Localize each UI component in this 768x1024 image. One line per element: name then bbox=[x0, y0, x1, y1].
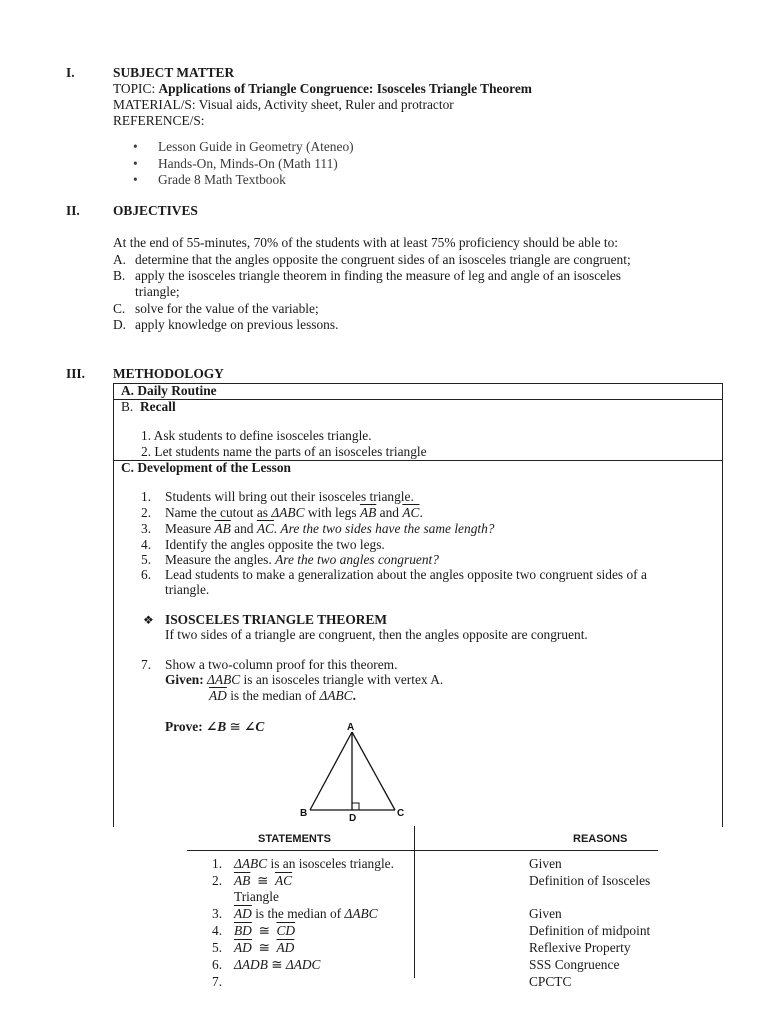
question: Are the two angles congruent? bbox=[275, 552, 439, 567]
proof-num: 2. bbox=[212, 873, 223, 888]
segment-ad: $\overline{AD}$ bbox=[234, 906, 252, 921]
text: is an isosceles triangle. bbox=[267, 856, 394, 871]
proof-statement bbox=[234, 923, 295, 939]
topic-value: Applications of Triangle Congruence: Isosceles Triangle Theorem bbox=[158, 81, 532, 96]
congruent-symbol: ≅ bbox=[271, 957, 283, 972]
segment-cd: $\overline{CD}$ bbox=[276, 923, 296, 938]
list-number: 7. bbox=[141, 657, 152, 672]
proof-statement bbox=[234, 906, 378, 922]
prove-line bbox=[165, 719, 264, 735]
vertex-c-label: C bbox=[397, 808, 405, 819]
theorem-text: If two sides of a triangle are congruent, then the angles opposite are congruent. bbox=[165, 627, 588, 642]
objectives-intro: At the end of 55-minutes, 70% of the students with at least 75% proficiency should be able to: bbox=[113, 235, 619, 250]
development-title: C. Development of the Lesson bbox=[121, 460, 291, 475]
angle-b: ∠B bbox=[206, 719, 227, 734]
vertex-a-label: A bbox=[347, 722, 355, 733]
text: Measure the angles. bbox=[165, 552, 276, 567]
text: and bbox=[230, 521, 257, 536]
triangle-abc: ΔABC bbox=[319, 688, 353, 703]
proof-reason: CPCTC bbox=[529, 974, 572, 989]
triangle-abc: ΔABC bbox=[271, 505, 305, 520]
recall-item: 2. Let students name the parts of an isosceles triangle bbox=[141, 444, 427, 459]
text: Measure bbox=[165, 521, 215, 536]
section-3-heading: METHODOLOGY bbox=[113, 366, 224, 381]
proof-reason: Given bbox=[529, 906, 562, 921]
triangle-adc: ΔADC bbox=[285, 957, 321, 972]
proof-reason: Definition of Isosceles bbox=[529, 873, 651, 888]
congruent-symbol: ≅ bbox=[258, 923, 270, 938]
section-2-heading: OBJECTIVES bbox=[113, 203, 198, 218]
objective-letter: B. bbox=[113, 268, 126, 283]
proof-num: 7. bbox=[212, 974, 223, 989]
objective-text-cont: triangle; bbox=[135, 284, 180, 299]
reference-item: • Grade 8 Math Textbook bbox=[132, 172, 354, 189]
table-divider bbox=[113, 399, 722, 400]
recall-item: 1. Ask students to define isosceles triangle. bbox=[141, 428, 372, 443]
dev-step-6-cont: triangle. bbox=[165, 582, 210, 597]
materials-line: MATERIAL/S: Visual aids, Activity sheet, Ruler and protractor bbox=[113, 97, 454, 112]
right-angle-mark bbox=[352, 803, 359, 810]
dev-step-2 bbox=[165, 505, 423, 521]
proof-statement bbox=[234, 940, 294, 956]
segment-ad: $\overline{AD}$ bbox=[234, 940, 252, 955]
segment-ad: $\overline{AD}$ bbox=[276, 940, 295, 955]
objective-letter: D. bbox=[113, 317, 127, 332]
list-number: 4. bbox=[141, 537, 152, 552]
theorem-title: ISOSCELES TRIANGLE THEOREM bbox=[165, 612, 388, 627]
segment-ab: $\overline{AB}$ bbox=[359, 505, 377, 520]
given-label: Given: bbox=[165, 672, 208, 687]
segment-ac: $\overline{AC}$ bbox=[256, 521, 274, 536]
period: . bbox=[352, 688, 356, 703]
references-label: REFERENCE/S: bbox=[113, 113, 205, 128]
segment-bd: $\overline{BD}$ bbox=[234, 923, 252, 938]
reference-item: • Hands-On, Minds-On (Math 111) bbox=[132, 156, 354, 173]
dev-step-7: Show a two-column proof for this theorem. bbox=[165, 657, 398, 672]
topic-label: TOPIC: bbox=[113, 81, 159, 96]
triangle-figure bbox=[290, 718, 420, 826]
segment-ab: $\overline{AB}$ bbox=[234, 873, 251, 888]
proof-num: 6. bbox=[212, 957, 223, 972]
angle-c: ∠C bbox=[244, 719, 265, 734]
proof-header-rule bbox=[187, 850, 658, 851]
list-number: 6. bbox=[141, 567, 152, 582]
reasons-header: REASONS bbox=[573, 833, 628, 845]
objective-text: solve for the value of the variable; bbox=[135, 301, 319, 316]
list-number: 5. bbox=[141, 552, 152, 567]
text: with legs bbox=[304, 505, 360, 520]
proof-num: 3. bbox=[212, 906, 223, 921]
triangle-adb: ΔADB bbox=[234, 957, 268, 972]
segment-ac: $\overline{AC}$ bbox=[275, 873, 293, 888]
text: is the median of bbox=[251, 906, 345, 921]
triangle-abc: ΔABC bbox=[344, 906, 378, 921]
list-number: 3. bbox=[141, 521, 152, 536]
given-line-2 bbox=[209, 688, 356, 704]
recall-row-title bbox=[121, 399, 176, 415]
congruent-symbol: ≅ bbox=[226, 719, 245, 734]
objective-letter: C. bbox=[113, 301, 126, 316]
congruent-symbol: ≅ bbox=[257, 873, 269, 888]
segment-ad: $\overline{AD}$ bbox=[209, 688, 227, 703]
dev-step-1: Students will bring out their isosceles triangle. bbox=[165, 489, 414, 504]
section-1-numeral: I. bbox=[66, 65, 75, 80]
triangle-abc: ΔABC bbox=[234, 856, 268, 871]
period: . bbox=[419, 505, 423, 520]
proof-statement bbox=[234, 957, 320, 973]
section-2-numeral: II. bbox=[66, 203, 80, 218]
proof-reason: SSS Congruence bbox=[529, 957, 620, 972]
objective-letter: A. bbox=[113, 252, 127, 267]
vertex-b-label: B bbox=[300, 808, 308, 819]
recall-letter: B. bbox=[121, 399, 134, 414]
dev-step-3 bbox=[165, 521, 495, 537]
proof-reason: Definition of midpoint bbox=[529, 923, 651, 938]
proof-num: 5. bbox=[212, 940, 223, 955]
section-3-numeral: III. bbox=[66, 366, 85, 381]
text: Name the cutout as bbox=[165, 505, 272, 520]
text: is an isosceles triangle with vertex A. bbox=[240, 672, 444, 687]
proof-reason: Reflexive Property bbox=[529, 940, 631, 955]
recall-title: Recall bbox=[139, 399, 176, 414]
segment-ac: $\overline{AC}$ bbox=[402, 505, 420, 520]
text: is the median of bbox=[226, 688, 320, 703]
reference-item: • Lesson Guide in Geometry (Ateneo) bbox=[132, 139, 354, 156]
segment-ab: $\overline{AB}$ bbox=[214, 521, 231, 536]
side-ab bbox=[310, 732, 352, 810]
proof-row-clipped bbox=[180, 974, 680, 989]
proof-num: 1. bbox=[212, 856, 223, 871]
given-line-1 bbox=[165, 672, 443, 688]
section-1-heading: SUBJECT MATTER bbox=[113, 65, 235, 80]
dev-step-5 bbox=[165, 552, 439, 568]
proof-statement-cont: Triangle bbox=[234, 889, 279, 904]
references-list bbox=[132, 139, 354, 189]
theorem-bullet-icon: ❖ bbox=[143, 613, 154, 627]
point-d-label: D bbox=[349, 813, 357, 824]
daily-routine-row: A. Daily Routine bbox=[121, 383, 217, 398]
proof-reason: Given bbox=[529, 856, 562, 871]
statements-header: STATEMENTS bbox=[258, 833, 331, 845]
dev-step-6: Lead students to make a generalization about the angles opposite two congruent sides of a bbox=[165, 567, 647, 582]
proof-num: 4. bbox=[212, 923, 223, 938]
prove-label: Prove: bbox=[165, 719, 207, 734]
triangle-abc: ΔABC bbox=[207, 672, 241, 687]
proof-column-divider bbox=[414, 826, 415, 978]
proof-statement bbox=[234, 873, 292, 889]
objective-text: apply knowledge on previous lessons. bbox=[135, 317, 339, 332]
dev-step-4: Identify the angles opposite the two legs. bbox=[165, 537, 385, 552]
side-ac bbox=[352, 732, 395, 810]
list-number: 2. bbox=[141, 505, 152, 520]
objective-text: apply the isosceles triangle theorem in finding the measure of leg and angle of an isosceles bbox=[135, 268, 621, 283]
question: . Are the two sides have the same length? bbox=[273, 521, 495, 536]
objective-text: determine that the angles opposite the congruent sides of an isosceles triangle are congruent; bbox=[135, 252, 631, 267]
proof-statement bbox=[234, 856, 394, 872]
topic-line bbox=[113, 81, 532, 97]
congruent-symbol: ≅ bbox=[258, 940, 270, 955]
text: and bbox=[376, 505, 403, 520]
list-number: 1. bbox=[141, 489, 152, 504]
